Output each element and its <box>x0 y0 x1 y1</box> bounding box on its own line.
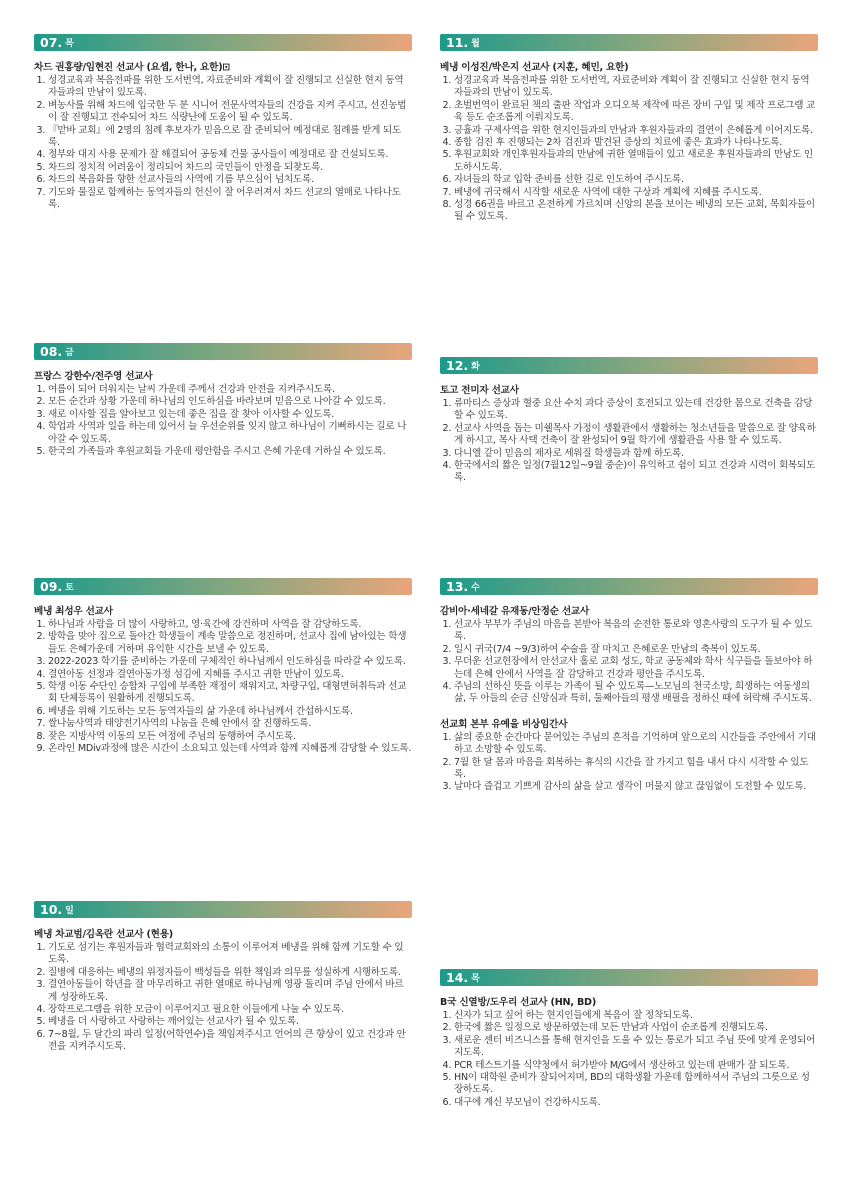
prayer-item: 5. 베냉을 더 사랑하고 사랑하는 깨어있는 선교사가 될 수 있도록. <box>48 1016 412 1028</box>
prayer-list <box>440 732 818 794</box>
prayer-item: 3. 결연아동들이 학년을 잘 마무리하고 귀한 열매로 하나님께 영광 돌리며 주님 안에서 바르게 성장하도록. <box>48 979 412 1004</box>
day-number: 14. <box>446 970 469 985</box>
missionary-heading: 차드 권홍량/임현진 선교사 (요셉, 한나, 요한)⊡ <box>34 62 231 73</box>
prayer-item: 4. PCR 테스트기를 식약청에서 허가받아 M/G에서 생산하고 있는데 판매가 잘 되도록. <box>454 1060 818 1072</box>
section-10 <box>34 901 412 1054</box>
day-bar <box>440 578 818 595</box>
day-bar <box>440 357 818 374</box>
day-bar <box>34 578 412 595</box>
prayer-item: 3. 새로 이사할 집을 알아보고 있는데 좋은 집을 잘 찾아 이사할 수 있도록. <box>48 409 412 421</box>
prayer-item: 1. 삶의 중요한 순간마다 묻어있는 주님의 흔적을 기억하며 앞으로의 시간들을 주안에서 기대하고 소망할 수 있도록. <box>454 732 818 757</box>
prayer-list <box>440 398 818 485</box>
prayer-item: 2. 질병에 대응하는 베냉의 위정자들이 백성들을 위한 책임과 의무를 성실하게 시행하도록. <box>48 967 412 979</box>
day-of-week: 토 <box>65 583 74 593</box>
prayer-item: 4. 주님의 선하신 뜻을 이루는 가족이 될 수 있도록—노모님의 천국소망, 희생하는 여동생의 삶, 두 아들의 순금 신앙심과 특히, 둘째아들의 평생 배필을 정하신 때에 허락해 주시도록. <box>454 681 818 706</box>
prayer-item: 8. 잦은 지방사역 이동의 모든 여정에 주님의 동행하여 주시도록. <box>48 731 412 743</box>
prayer-list <box>440 619 818 706</box>
prayer-item: 3. 새로운 센터 비즈니스를 통해 현지인을 도울 수 있는 통로가 되고 주님 뜻에 맞게 운영되어지도록. <box>454 1035 818 1060</box>
day-number: 11. <box>446 35 469 50</box>
section-13 <box>440 578 818 794</box>
day-number: 08. <box>40 344 63 359</box>
prayer-list <box>34 75 412 211</box>
prayer-item: 5. 후원교회와 개인후원자들과의 만남에 귀한 열매들이 있고 새로운 후원자들과의 만남도 인도하시도록. <box>454 149 818 174</box>
prayer-item: 1. 성경교육과 복음전파를 위한 도서번역, 자료준비와 계획이 잘 진행되고 신실한 현지 동역자들과의 만남이 있도록. <box>454 75 818 100</box>
section-14 <box>440 969 818 1109</box>
prayer-item: 7. 쌀나눔사역과 태양전기사역의 나눔을 은혜 안에서 잘 진행하도록. <box>48 718 412 730</box>
section-08 <box>34 343 412 458</box>
day-bar <box>34 343 412 360</box>
day-number: 09. <box>40 579 63 594</box>
prayer-item: 1. 기도로 섬기는 후원자들과 협력교회와의 소통이 이루어져 베냉을 위해 함께 기도할 수 있도록. <box>48 942 412 967</box>
prayer-item: 5. 차드의 정치적 어려움이 정리되어 차드의 국민들이 안정을 되찾도록. <box>48 162 412 174</box>
day-of-week: 수 <box>471 583 480 593</box>
prayer-item: 6. 대구에 계신 부모님이 건강하시도록. <box>454 1097 818 1109</box>
missionary-heading: 베냉 이성진/박은지 선교사 (지훈, 혜민, 요한) <box>440 62 629 73</box>
prayer-item: 2. 한국에 짧은 일정으로 방문하였는데 모든 만남과 사업이 순조롭게 진행되도록. <box>454 1022 818 1034</box>
prayer-item: 5. HN이 대학원 준비가 잘되어지며, BD의 대학생활 가운데 함께하셔서 주님의 그릇으로 성장하도록. <box>454 1072 818 1097</box>
prayer-item: 1. 선교사 부부가 주님의 마음을 본받아 복음의 순전한 통로와 영혼사랑의 도구가 될 수 있도록. <box>454 619 818 644</box>
prayer-item: 4. 학업과 사역과 일을 하는데 있어서 늘 우선순위를 잊지 않고 하나님이 기뻐하시는 길로 나아갈 수 있도록. <box>48 421 412 446</box>
prayer-list <box>440 1010 818 1109</box>
sub-missionary-heading: 선교회 본부 유예을 비상임간사 <box>440 718 568 730</box>
prayer-item: 1. 신자가 되고 싶어 하는 현지인들에게 복음이 잘 정착되도록. <box>454 1010 818 1022</box>
prayer-list <box>34 619 412 755</box>
prayer-item: 3. 날마다 즐겁고 기쁘게 감사의 삶을 살고 생각이 머물지 않고 끊임없이 도전할 수 있도록. <box>454 781 818 793</box>
day-number: 12. <box>446 358 469 373</box>
prayer-item: 7. 기도와 물질로 함께하는 동역자들의 헌신이 잘 어우러져서 차드 선교의 열매로 나타나도록. <box>48 187 412 212</box>
prayer-item: 3. 『맏바 교회』에 2명의 침례 후보자가 믿음으로 잘 준비되어 예정대로 침례를 받게 되도록. <box>48 125 412 150</box>
prayer-item: 6. 차드의 복음화를 향한 선교사들의 사역에 기름 부으심이 넘치도록. <box>48 174 412 186</box>
prayer-item: 2. 벼농사를 위해 차드에 입국한 두 분 시니어 전문사역자들의 건강을 지켜 주시고, 선진농법이 잘 진행되고 전수되어 차드 식량난에 도움이 될 수 있도록. <box>48 100 412 125</box>
prayer-item: 3. 긍휼과 구제사역을 위한 현지인들과의 만남과 후원자들과의 결연이 은혜롭게 이어지도록. <box>454 125 818 137</box>
prayer-list <box>34 942 412 1054</box>
prayer-item: 1. 하나님과 사람을 더 많이 사랑하고, 영·육간에 강건하며 사역을 잘 감당하도록. <box>48 619 412 631</box>
missionary-heading: B국 신열방/도우리 선교사 (HN, BD) <box>440 997 596 1008</box>
prayer-list <box>440 75 818 224</box>
prayer-item: 2. 선교사 사역을 돕는 미쉘목사 가정이 생활관에서 생활하는 청소년들을 말씀으로 잘 양육하게 하시고, 목사 사택 건축이 잘 완성되어 9월 학기에 생활관을 사용 할 수 있도록. <box>454 423 818 448</box>
prayer-item: 2. 초벌번역이 완료된 책의 출판 작업과 오디오북 제작에 따른 장비 구입 및 제작 프로그램 교육 등도 순조롭게 이뤄지도록. <box>454 100 818 125</box>
prayer-item: 6. 7~8월, 두 달간의 파리 일정(어학연수)을 책임져주시고 언어의 큰 향상이 있고 건강과 안전을 지켜주시도록. <box>48 1029 412 1054</box>
section-12 <box>440 357 818 485</box>
missionary-heading: 베냉 최성우 선교사 <box>34 606 113 617</box>
day-of-week: 목 <box>65 39 74 49</box>
prayer-item: 2. 일시 귀국(7/4 ~9/3)하여 수술을 잘 마치고 은혜로운 만남의 축복이 있도록. <box>454 644 818 656</box>
day-of-week: 일 <box>65 906 74 916</box>
prayer-item: 1. 여름이 되어 더워지는 날씨 가운데 주께서 건강과 안전을 지켜주시도록. <box>48 384 412 396</box>
section-09 <box>34 578 412 755</box>
prayer-list <box>34 384 412 458</box>
day-of-week: 월 <box>471 39 480 49</box>
day-number: 13. <box>446 579 469 594</box>
missionary-heading: 프랑스 강한수/전주영 선교사 <box>34 371 153 382</box>
prayer-item: 3. 2022-2023 학기를 준비하는 가운데 구체적인 하나님께서 인도하심을 따라갈 수 있도록. <box>48 656 412 668</box>
prayer-item: 5. 학생 이동 수단인 승합차 구입에 부족한 재정이 채워지고, 차량구입, 대형면허취득과 선교회 단체등록이 원활하게 진행되도록. <box>48 681 412 706</box>
prayer-item: 2. 모든 순간과 상황 가운데 하나님의 인도하심을 바라보며 믿음으로 나아갈 수 있도록. <box>48 396 412 408</box>
prayer-item: 2. 방학을 맞아 집으로 돌아간 학생들이 계속 말씀으로 정진하며, 선교사 집에 남아있는 학생들도 은혜가운데 거하며 유익한 시간을 보낼 수 있도록. <box>48 631 412 656</box>
prayer-item: 5. 한국의 가족들과 후원교회들 가운데 평안함을 주시고 은혜 가운데 거하실 수 있도록. <box>48 446 412 458</box>
day-bar <box>34 34 412 51</box>
prayer-item: 6. 자녀들의 학교 입학 준비를 선한 길로 인도하여 주시도록. <box>454 174 818 186</box>
day-of-week: 금 <box>65 348 74 358</box>
day-of-week: 목 <box>471 974 480 984</box>
prayer-item: 4. 정부와 대지 사용 문제가 잘 해결되어 공동체 건물 공사들이 예정대로 잘 건설되도록. <box>48 149 412 161</box>
day-bar <box>440 34 818 51</box>
missionary-heading: 토고 전미자 선교사 <box>440 385 519 396</box>
day-bar <box>34 901 412 918</box>
prayer-item: 9. 온라인 MDiv과정에 많은 시간이 소요되고 있는데 사역과 함께 지혜롭게 감당할 수 있도록. <box>48 743 412 755</box>
prayer-item: 3. 무더운 선교현장에서 안선교사 홀로 교회 성도, 학교 공동체와 학사 식구들을 돌보아야 하는데 은혜 안에서 사역을 잘 감당하고 건강과 평안을 주시도록. <box>454 656 818 681</box>
section-07 <box>34 34 412 211</box>
missionary-heading: 감비아·세네갈 유재동/안정순 선교사 <box>440 606 590 617</box>
prayer-item: 2. 7월 한 달 몸과 마음을 회복하는 휴식의 시간을 잘 가지고 힘을 내서 다시 시작할 수 있도록. <box>454 757 818 782</box>
section-11 <box>440 34 818 224</box>
prayer-item: 6. 베냉을 위해 기도하는 모든 동역자들의 삶 가운데 하나님께서 간섭하시도록. <box>48 706 412 718</box>
missionary-heading: 베냉 차교범/김옥란 선교사 (현용) <box>34 929 173 940</box>
prayer-item: 7. 베냉에 귀국해서 시작할 새로운 사역에 대한 구상과 계획에 지혜를 주시도록. <box>454 187 818 199</box>
prayer-item: 8. 성경 66권을 바르고 온전하게 가르치며 신앙의 본을 보이는 베냉의 모든 교회, 목회자들이 될 수 있도록. <box>454 199 818 224</box>
day-number: 07. <box>40 35 63 50</box>
day-number: 10. <box>40 902 63 917</box>
prayer-item: 1. 성경교육과 복음전파를 위한 도서번역, 자료준비와 계획이 잘 진행되고 신실한 현지 동역자들과의 만남이 있도록. <box>48 75 412 100</box>
prayer-item: 4. 종합 검진 후 진행되는 2차 검진과 발견된 증상의 치료에 좋은 효과가 나타나도록. <box>454 137 818 149</box>
prayer-item: 4. 장학프로그램을 위한 모금이 이루어지고 필요한 이들에게 나눌 수 있도록. <box>48 1004 412 1016</box>
prayer-item: 4. 결연아동 선정과 결연아동가정 섬김에 지혜를 주시고 귀한 만남이 있도록. <box>48 669 412 681</box>
prayer-item: 1. 류마티스 증상과 혈중 요산 수치 과다 증상이 호전되고 있는데 건강한 몸으로 건축을 감당할 수 있도록. <box>454 398 818 423</box>
day-bar <box>440 969 818 986</box>
prayer-item: 4. 한국에서의 짧은 일정(7월12일~9월 중순)이 유익하고 쉼이 되고 건강과 시력이 회복되도록. <box>454 460 818 485</box>
day-of-week: 화 <box>471 362 480 372</box>
prayer-item: 3. 다니엘 같이 믿음의 제자로 세워질 학생들과 함께 하도록. <box>454 448 818 460</box>
